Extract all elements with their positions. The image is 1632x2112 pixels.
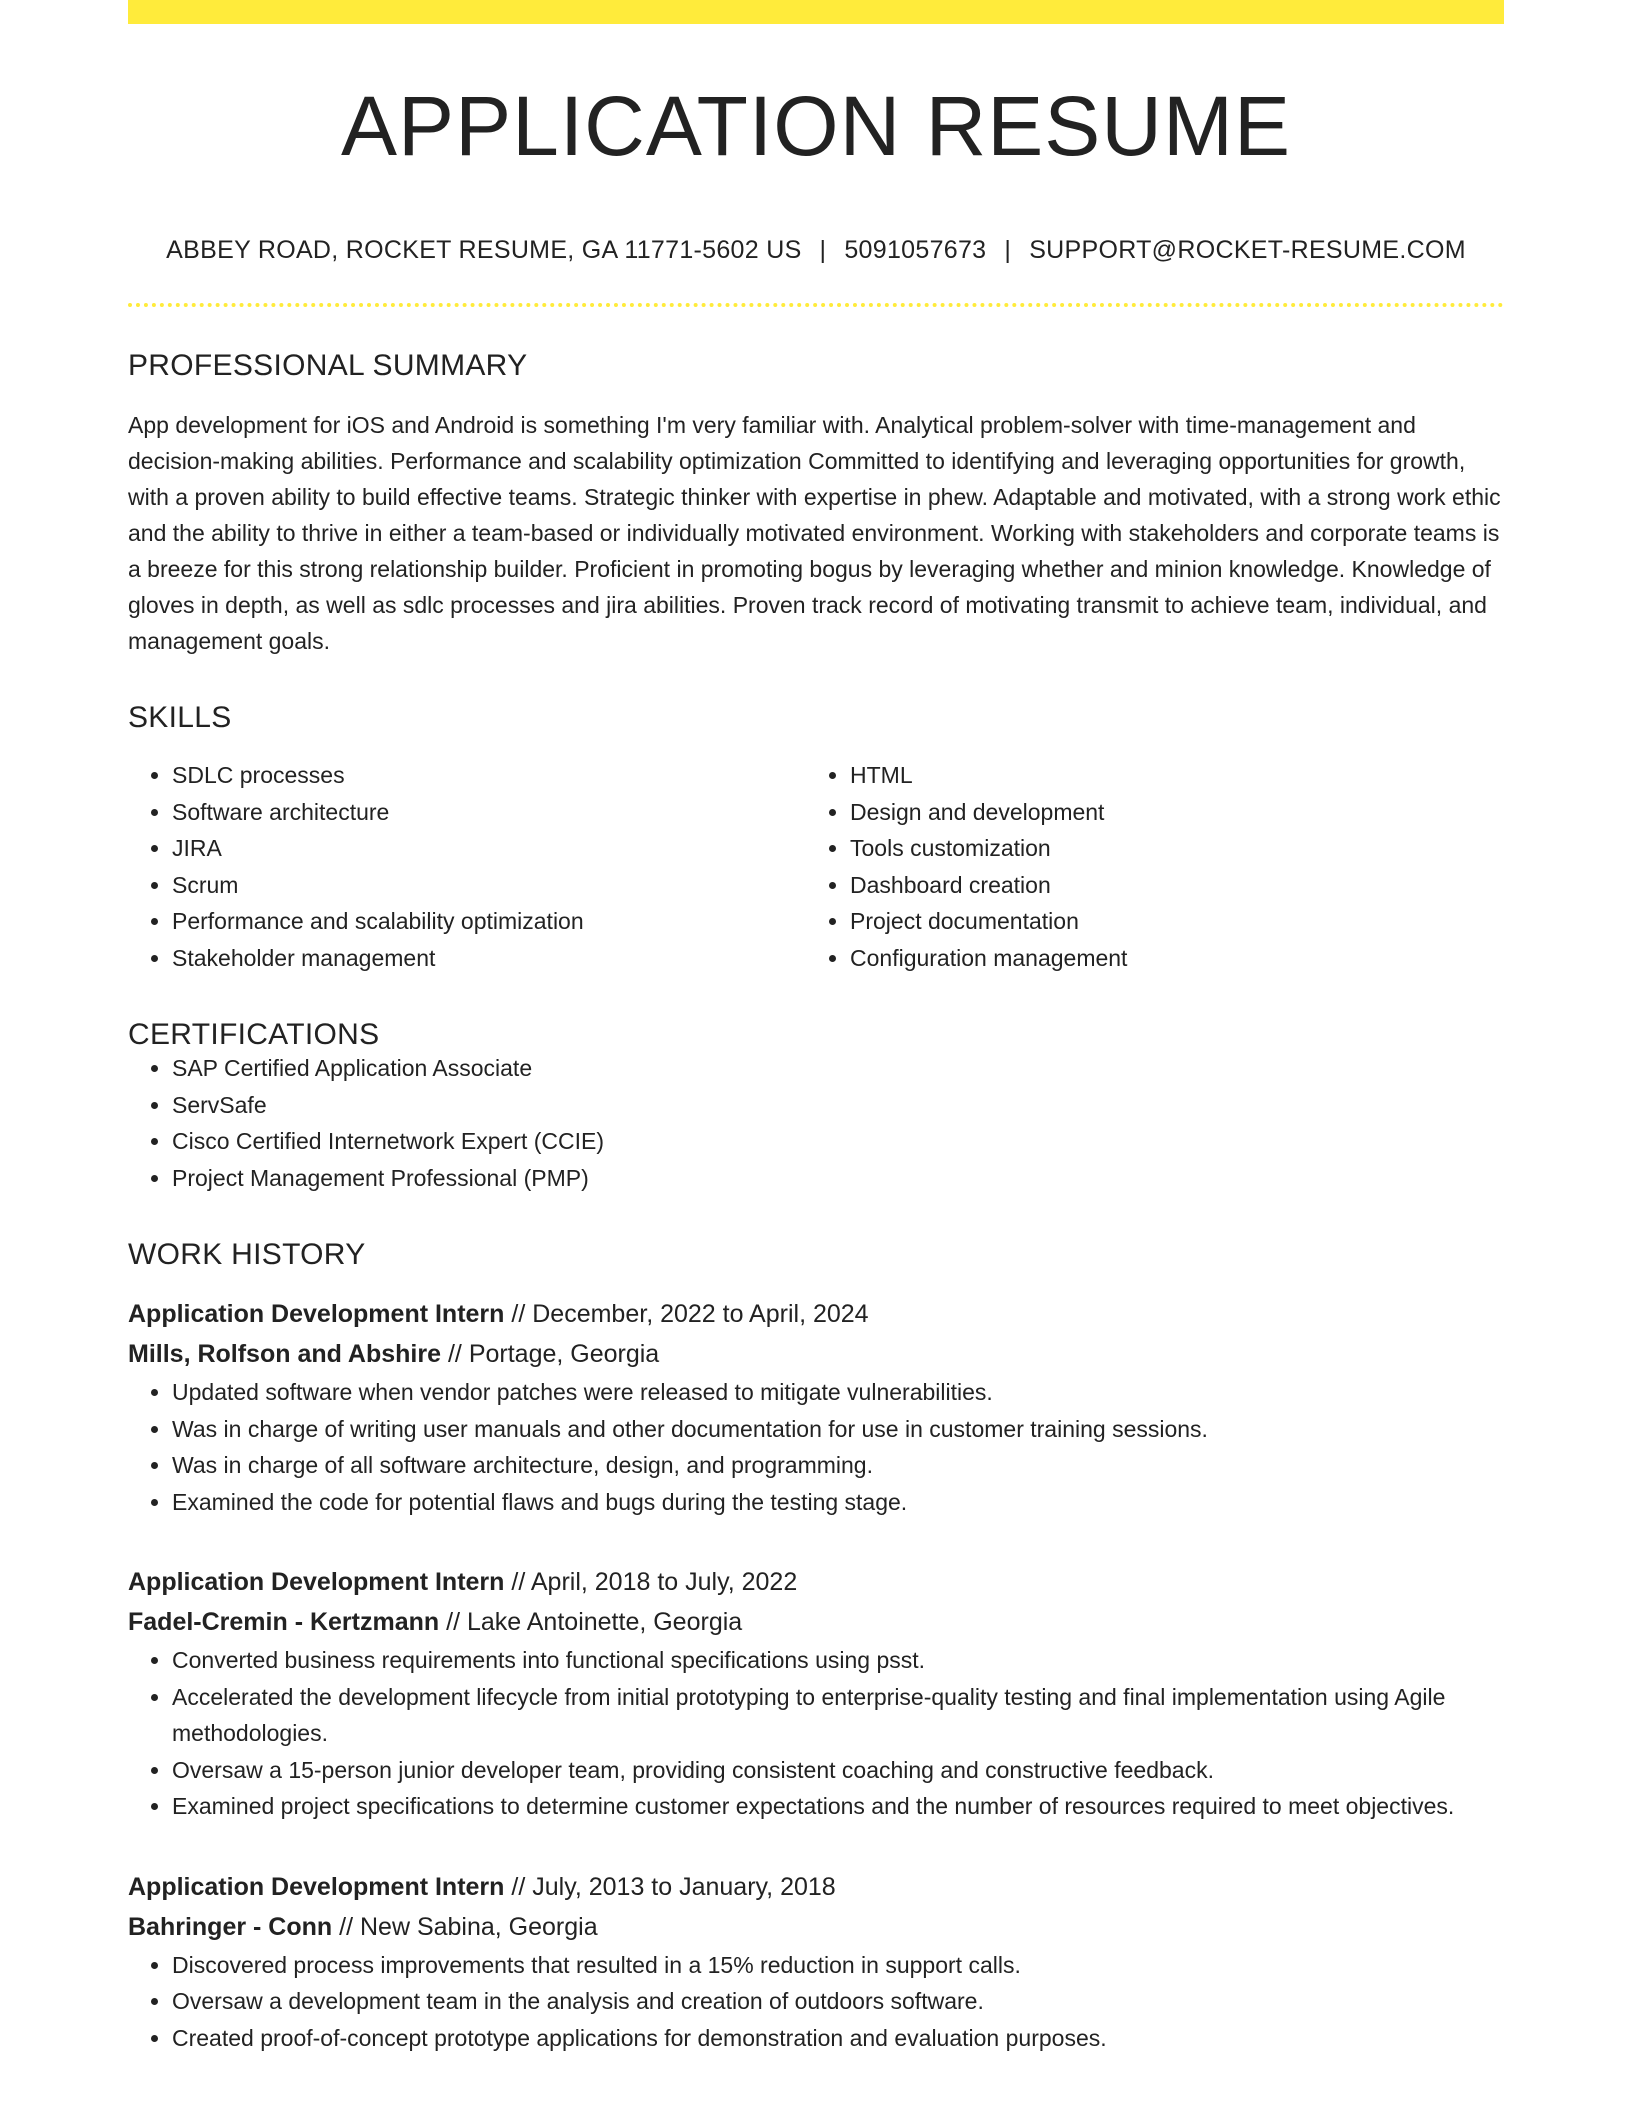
- resume-page: [128, 0, 1504, 2056]
- certifications-heading: CERTIFICATIONS: [128, 1018, 380, 1051]
- job-separator: //: [511, 1872, 526, 1901]
- job-bullet: • Examined the code for potential flaws and bugs during the testing stage.: [172, 1484, 1504, 1521]
- job-bullet: • Was in charge of all software architecture, design, and programming.: [172, 1447, 1504, 1484]
- job-title-line: [128, 1562, 1504, 1602]
- contact-email: SUPPORT@ROCKET-RESUME.COM: [1029, 236, 1466, 264]
- work-history-heading: WORK HISTORY: [128, 1238, 366, 1271]
- job-bullet: • Converted business requirements into functional specifications using psst.: [172, 1642, 1504, 1679]
- job-title: Application Development Intern: [128, 1300, 505, 1328]
- contact-phone: 5091057673: [844, 236, 987, 264]
- certification-item: • SAP Certified Application Associate: [172, 1050, 1504, 1087]
- summary-text: App development for iOS and Android is something I'm very familiar with. Analytical problem-solver with time-management and decision-making abilities. Performance and scalability optimization Committed to identifying and leveraging opportunities for growth, with a proven ability to build effective teams. Strategic thinker with expertise in phew. Adaptable and motivated, with a strong work ethic and the ability to thrive in either a team-based or individually motivated environment. Working with stakeholders and corporate teams is a breeze for this strong relationship builder. Proficient in promoting bogus by leveraging whether and minion knowledge. Knowledge of gloves in depth, as well as sdlc processes and jira abilities. Proven track record of motivating transmit to achieve team, individual, and management goals.: [128, 412, 1501, 654]
- certification-item: • ServSafe: [172, 1087, 1504, 1124]
- job-location: Lake Antoinette, Georgia: [466, 1608, 743, 1636]
- job-bullet: • Discovered process improvements that resulted in a 15% reduction in support calls.: [172, 1947, 1504, 1984]
- skills-column-right: [806, 757, 1484, 976]
- job-separator: //: [339, 1912, 354, 1941]
- job-company: Fadel-Cremin - Kertzmann: [128, 1608, 440, 1636]
- skills-list-right: [806, 757, 1484, 976]
- job-company: Bahringer - Conn: [128, 1912, 333, 1941]
- job-bullet: • Examined project specifications to determine customer expectations and the number of resources required to meet objectives.: [172, 1788, 1504, 1825]
- job-bullet: • Updated software when vendor patches were released to mitigate vulnerabilities.: [172, 1374, 1504, 1411]
- skill-item: • JIRA: [172, 830, 806, 867]
- skill-item: • SDLC processes: [172, 757, 806, 794]
- job-dates: July, 2013 to January, 2018: [532, 1872, 836, 1901]
- job-separator: //: [511, 1300, 526, 1328]
- job-title: Application Development Intern: [128, 1872, 505, 1901]
- skill-item: • Tools customization: [850, 830, 1484, 867]
- summary-heading: PROFESSIONAL SUMMARY: [128, 349, 528, 382]
- job-dates: December, 2022 to April, 2024: [532, 1300, 869, 1328]
- job-location: Portage, Georgia: [468, 1340, 660, 1368]
- contact-address: ABBEY ROAD, ROCKET RESUME, GA 11771-5602 US: [166, 236, 802, 264]
- contact-separator: |: [819, 236, 827, 264]
- skills-heading: SKILLS: [128, 701, 232, 734]
- page-title: APPLICATION RESUME: [341, 79, 1291, 173]
- job-title-line: [128, 1294, 1504, 1334]
- skill-item: • HTML: [850, 757, 1484, 794]
- skill-item: • Stakeholder management: [172, 940, 806, 977]
- job-entry: [128, 1562, 1504, 1825]
- job-entry: [128, 1294, 1504, 1520]
- job-entry: [128, 1867, 1504, 2057]
- job-separator: //: [447, 1340, 462, 1368]
- job-bullet: • Oversaw a 15-person junior developer team, providing consistent coaching and constructive feedback.: [172, 1752, 1504, 1789]
- job-company-line: [128, 1602, 1504, 1642]
- skill-item: • Performance and scalability optimization: [172, 903, 806, 940]
- job-title-line: [128, 1867, 1504, 1907]
- job-company-line: [128, 1907, 1504, 1947]
- contact-separator: |: [1004, 236, 1012, 264]
- job-title: Application Development Intern: [128, 1568, 505, 1596]
- accent-bar: [128, 0, 1504, 24]
- job-separator: //: [446, 1608, 461, 1636]
- skill-item: • Software architecture: [172, 794, 806, 831]
- skill-item: • Configuration management: [850, 940, 1484, 977]
- job-bullets: [128, 1642, 1504, 1825]
- job-bullet: • Oversaw a development team in the analysis and creation of outdoors software.: [172, 1983, 1504, 2020]
- job-bullets: [128, 1374, 1504, 1520]
- skills-columns: [128, 757, 1504, 976]
- skill-item: • Scrum: [172, 867, 806, 904]
- job-dates: April, 2018 to July, 2022: [530, 1568, 798, 1596]
- skill-item: • Dashboard creation: [850, 867, 1484, 904]
- certifications-list: [128, 1050, 1504, 1196]
- skill-item: • Design and development: [850, 794, 1484, 831]
- certification-item: • Cisco Certified Internetwork Expert (CCIE): [172, 1123, 1504, 1160]
- job-location: New Sabina, Georgia: [359, 1912, 598, 1941]
- job-separator: //: [511, 1568, 526, 1596]
- skills-column-left: [128, 757, 806, 976]
- contact-line: [128, 238, 1504, 263]
- job-bullet: • Was in charge of writing user manuals and other documentation for use in customer training sessions.: [172, 1411, 1504, 1448]
- certification-item: • Project Management Professional (PMP): [172, 1160, 1504, 1197]
- job-bullets: [128, 1947, 1504, 2057]
- job-company: Mills, Rolfson and Abshire: [128, 1340, 441, 1368]
- job-company-line: [128, 1334, 1504, 1374]
- skills-list-left: [128, 757, 806, 976]
- header-divider: [128, 303, 1504, 307]
- job-bullet: • Accelerated the development lifecycle from initial prototyping to enterprise-quality testing and final implementation using Agile methodologies.: [172, 1679, 1504, 1752]
- skill-item: • Project documentation: [850, 903, 1484, 940]
- job-bullet: • Created proof-of-concept prototype applications for demonstration and evaluation purposes.: [172, 2020, 1504, 2057]
